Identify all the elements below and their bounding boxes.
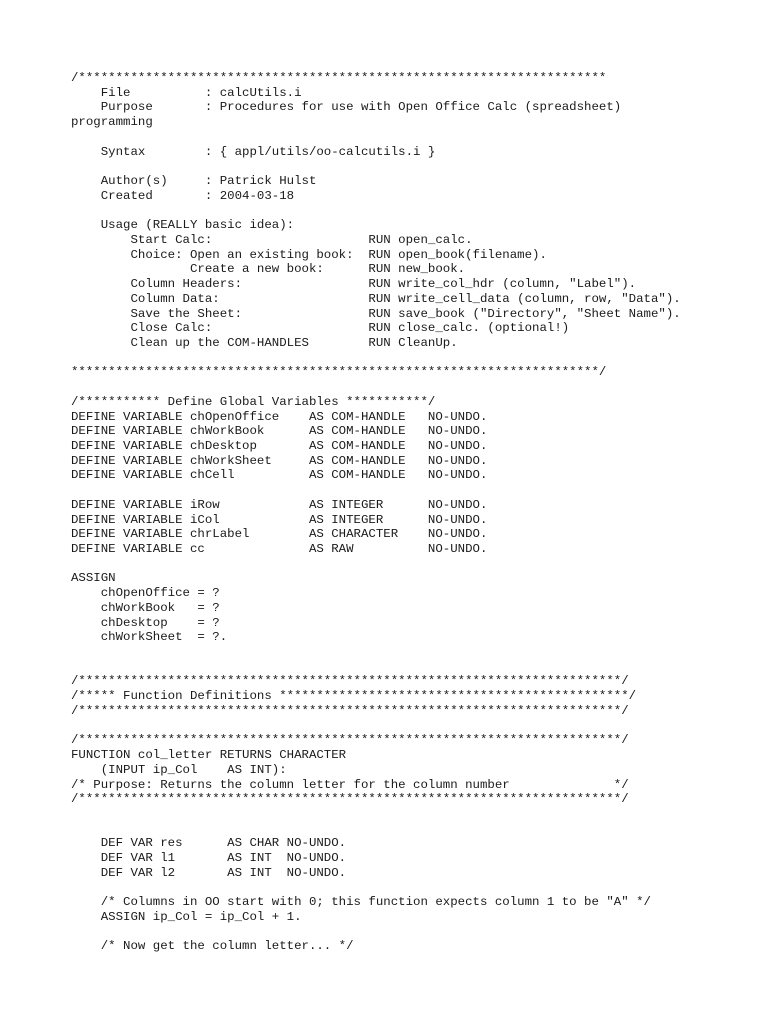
code-line: Created : 2004-03-18: [71, 188, 295, 203]
code-line: [71, 719, 761, 734]
code-line: [71, 645, 761, 660]
code-line: DEF VAR res AS CHAR NO-UNDO.: [71, 836, 347, 851]
code-line: DEF VAR l2 AS INT NO-UNDO.: [71, 865, 347, 880]
source-code-listing: [71, 71, 761, 954]
code-line: /***** Function Definitions ***********************************************/: [71, 689, 637, 704]
code-line: ***********************************************************************/: [71, 365, 607, 380]
code-line: /*************************************************************************/: [71, 674, 629, 689]
code-line: chDesktop = ?: [71, 615, 220, 630]
code-line: ASSIGN: [71, 571, 116, 586]
code-line: [71, 925, 761, 940]
code-line: FUNCTION col_letter RETURNS CHARACTER: [71, 748, 347, 763]
code-line: /*********** Define Global Variables ***********/: [71, 394, 436, 409]
code-line: /*************************************************************************/: [71, 703, 629, 718]
code-line: [71, 351, 761, 366]
code-line: Syntax : { appl/utils/oo-calcutils.i }: [71, 144, 436, 159]
code-line: Close Calc: RUN close_calc. (optional!): [71, 321, 570, 336]
code-line: /* Columns in OO start with 0; this function expects column 1 to be "A" */: [71, 895, 651, 910]
code-line: [71, 881, 761, 896]
code-line: DEFINE VARIABLE cc AS RAW NO-UNDO.: [71, 542, 488, 556]
code-line: Column Headers: RUN write_col_hdr (column, "Label").: [71, 277, 637, 292]
code-line: Save the Sheet: RUN save_book ("Directory", "Sheet Name").: [71, 306, 681, 321]
code-line: Create a new book: RUN new_book.: [71, 262, 466, 277]
code-line: /*************************************************************************/: [71, 792, 629, 807]
code-line: [71, 130, 761, 145]
code-line: [71, 159, 761, 174]
code-line: DEFINE VARIABLE chrLabel AS CHARACTER NO-UNDO.: [71, 527, 488, 542]
code-line: DEFINE VARIABLE iRow AS INTEGER NO-UNDO.: [71, 497, 488, 512]
document-page: [71, 71, 761, 954]
code-line: Usage (REALLY basic idea):: [71, 218, 295, 233]
code-line: /* Now get the column letter... */: [71, 939, 354, 954]
code-line: [71, 557, 761, 572]
code-line: DEFINE VARIABLE chWorkBook AS COM-HANDLE NO-UNDO.: [71, 424, 488, 439]
code-line: DEFINE VARIABLE chCell AS COM-HANDLE NO-UNDO.: [71, 468, 488, 483]
code-line: /* Purpose: Returns the column letter for the column number */: [71, 777, 629, 792]
code-line: Choice: Open an existing book: RUN open_book(filename).: [71, 247, 547, 262]
code-line: [71, 203, 761, 218]
code-line: Start Calc: RUN open_calc.: [71, 232, 473, 247]
code-line: /*************************************************************************/: [71, 733, 629, 748]
code-line: [71, 822, 761, 837]
code-line: chWorkBook = ?: [71, 600, 220, 615]
code-line: /***********************************************************************: [71, 71, 607, 85]
code-line: DEFINE VARIABLE iCol AS INTEGER NO-UNDO.: [71, 512, 488, 527]
code-line: programming: [71, 115, 153, 130]
code-line: DEFINE VARIABLE chWorkSheet AS COM-HANDLE NO-UNDO.: [71, 453, 488, 468]
code-line: Purpose : Procedures for use with Open Office Calc (spreadsheet): [71, 100, 622, 115]
code-line: chWorkSheet = ?.: [71, 630, 228, 645]
code-line: [71, 380, 761, 395]
code-line: [71, 660, 761, 675]
code-line: Column Data: RUN write_cell_data (column, row, "Data").: [71, 291, 681, 306]
code-line: DEFINE VARIABLE chDesktop AS COM-HANDLE NO-UNDO.: [71, 438, 488, 453]
code-line: [71, 483, 761, 498]
code-line: Clean up the COM-HANDLES RUN CleanUp.: [71, 335, 458, 350]
code-line: chOpenOffice = ?: [71, 586, 220, 601]
code-line: Author(s) : Patrick Hulst: [71, 174, 317, 189]
code-line: ASSIGN ip_Col = ip_Col + 1.: [71, 909, 302, 924]
code-line: (INPUT ip_Col AS INT):: [71, 762, 287, 777]
code-line: File : calcUtils.i: [71, 85, 302, 100]
code-line: DEFINE VARIABLE chOpenOffice AS COM-HANDLE NO-UNDO.: [71, 409, 488, 424]
code-line: [71, 807, 761, 822]
code-line: DEF VAR l1 AS INT NO-UNDO.: [71, 851, 347, 866]
